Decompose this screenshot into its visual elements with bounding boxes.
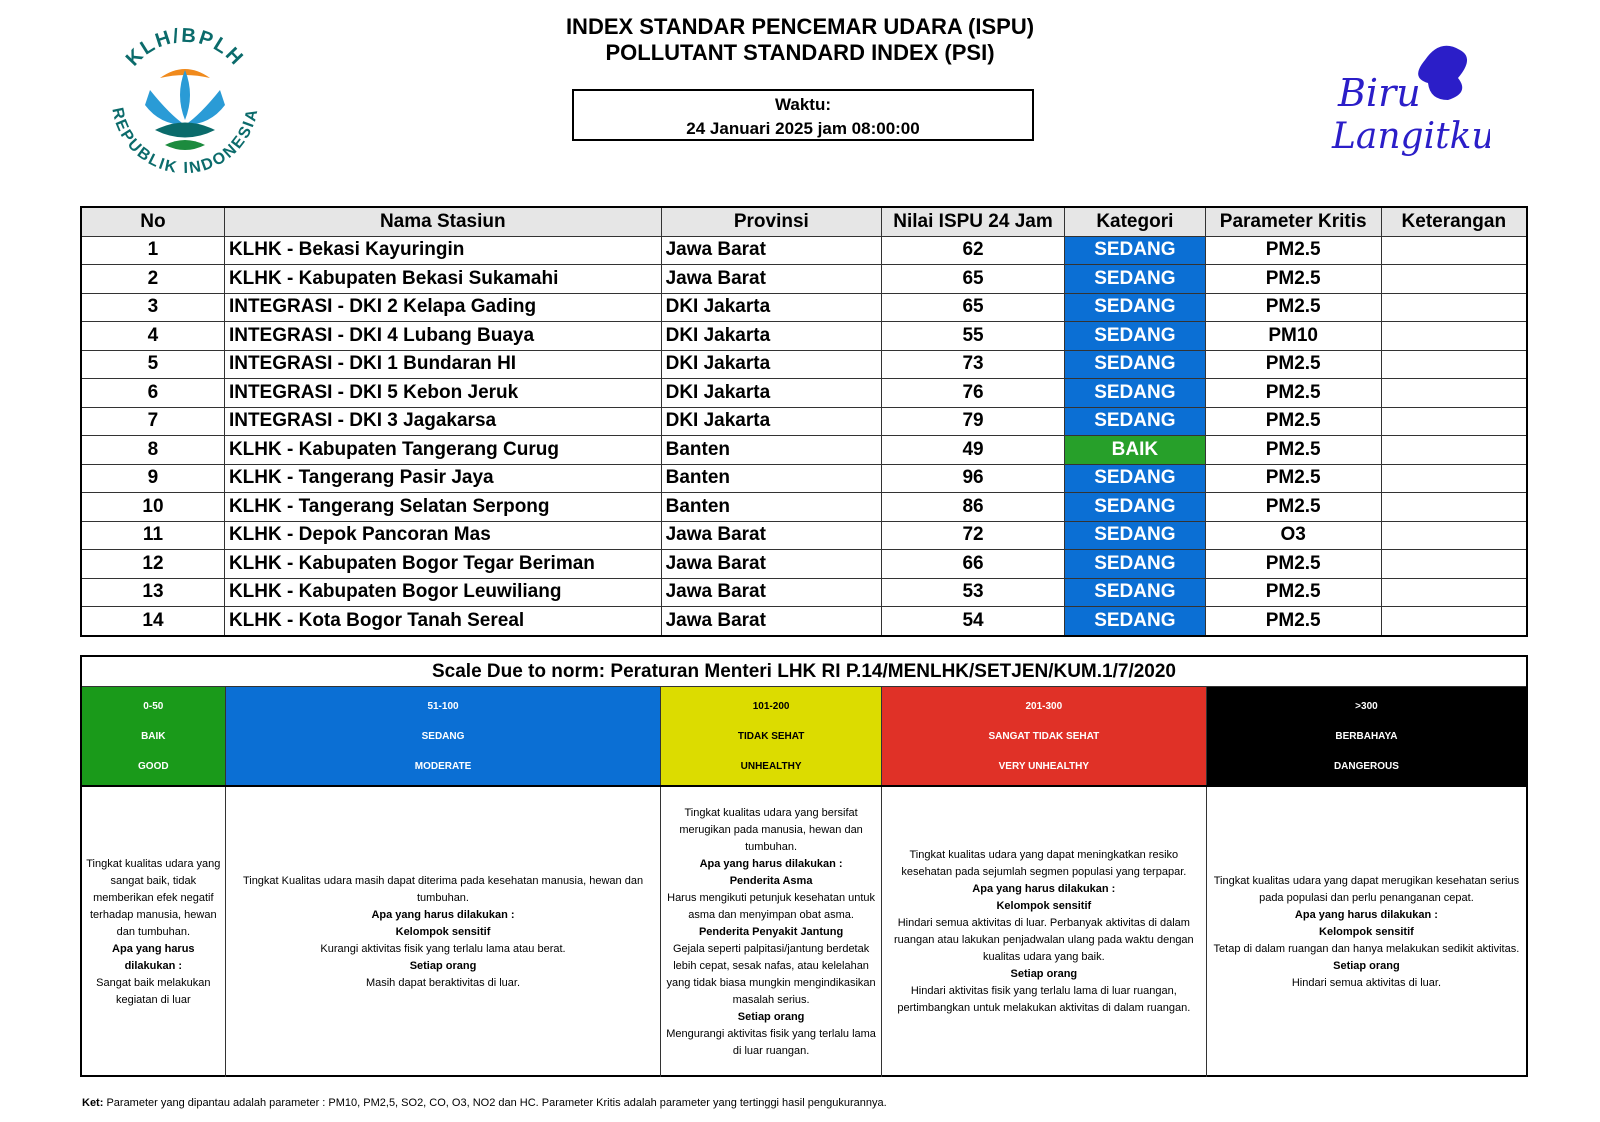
cell-keterangan — [1381, 265, 1527, 294]
scale-band — [82, 687, 226, 785]
cell-kategori: SEDANG — [1064, 578, 1205, 607]
table-row — [81, 578, 1527, 607]
cell-no: 14 — [81, 607, 224, 636]
cell-kategori: SEDANG — [1064, 236, 1205, 265]
cell-nilai-ispu: 55 — [882, 322, 1065, 351]
description-line: Apa yang harus dilakukan : — [699, 857, 843, 870]
cell-provinsi: DKI Jakarta — [661, 379, 881, 408]
col-header: Kategori — [1064, 207, 1205, 236]
page-title — [500, 14, 1100, 66]
cell-kategori: SEDANG — [1064, 607, 1205, 636]
scale-band-en: VERY UNHEALTHY — [998, 760, 1090, 772]
table-header-row — [81, 207, 1527, 236]
cell-nama-stasiun: KLHK - Bekasi Kayuringin — [224, 236, 661, 265]
cell-no: 9 — [81, 464, 224, 493]
cell-keterangan — [1381, 521, 1527, 550]
table-row — [81, 265, 1527, 294]
table-row — [81, 550, 1527, 579]
cell-nilai-ispu: 86 — [882, 493, 1065, 522]
cell-no: 13 — [81, 578, 224, 607]
title-line-1: INDEX STANDAR PENCEMAR UDARA (ISPU) — [565, 14, 1035, 39]
cell-no: 2 — [81, 265, 224, 294]
cell-provinsi: Jawa Barat — [661, 236, 881, 265]
description-line: Tingkat kualitas udara yang dapat meningkatkan resiko kesehatan pada sejumlah segmen populasi yang terpapar. — [901, 849, 1187, 878]
cell-nilai-ispu: 76 — [882, 379, 1065, 408]
cell-parameter-kritis: PM2.5 — [1205, 379, 1381, 408]
cell-parameter-kritis: PM2.5 — [1205, 493, 1381, 522]
scale-description — [1207, 787, 1526, 1077]
cell-keterangan — [1381, 436, 1527, 465]
cell-nama-stasiun: INTEGRASI - DKI 3 Jagakarsa — [224, 407, 661, 436]
scale-description — [661, 787, 881, 1077]
scale-descriptions — [82, 785, 1526, 1077]
scale-band — [226, 687, 662, 785]
logo-text-bottom: REPUBLIK INDONESIA — [108, 106, 262, 178]
cell-parameter-kritis: PM2.5 — [1205, 407, 1381, 436]
footer-note — [82, 1097, 887, 1109]
logo-text-top: KLH/BPLH — [121, 24, 249, 71]
scale-band-range: 101-200 — [752, 700, 790, 712]
cell-kategori: SEDANG — [1064, 350, 1205, 379]
cell-nama-stasiun: KLHK - Tangerang Selatan Serpong — [224, 493, 661, 522]
cell-no: 10 — [81, 493, 224, 522]
table-row — [81, 379, 1527, 408]
cell-provinsi: Banten — [661, 493, 881, 522]
cell-kategori: SEDANG — [1064, 379, 1205, 408]
table-row — [81, 236, 1527, 265]
cell-provinsi: DKI Jakarta — [661, 293, 881, 322]
description-line: Mengurangi aktivitas fisik yang terlalu lama di luar ruangan. — [666, 1027, 876, 1057]
klh-bplh-logo — [100, 20, 270, 190]
cell-keterangan — [1381, 407, 1527, 436]
cell-keterangan — [1381, 350, 1527, 379]
col-header: No — [81, 207, 224, 236]
scale-description — [82, 787, 226, 1077]
cell-kategori: SEDANG — [1064, 407, 1205, 436]
description-line: Penderita Asma — [729, 874, 813, 887]
cell-parameter-kritis: PM2.5 — [1205, 436, 1381, 465]
waktu-label: Waktu: — [774, 95, 832, 114]
scale-band-en: UNHEALTHY — [740, 760, 802, 772]
cell-keterangan — [1381, 493, 1527, 522]
description-line: Gejala seperti palpitasi/jantung berdetak lebih cepat, sesak nafas, atau kelelahan yang tidak biasa mungkin mengindikasikan masalah serius. — [666, 942, 876, 1006]
cell-nama-stasiun: KLHK - Depok Pancoran Mas — [224, 521, 661, 550]
cell-provinsi: Jawa Barat — [661, 550, 881, 579]
scale-band-range: 51-100 — [427, 700, 459, 712]
cell-no: 3 — [81, 293, 224, 322]
logo-word-biru: Biru — [1338, 71, 1421, 115]
description-line: Setiap orang — [1333, 959, 1400, 972]
scale-panel — [80, 655, 1528, 1077]
cell-kategori: BAIK — [1064, 436, 1205, 465]
cell-keterangan — [1381, 550, 1527, 579]
cell-parameter-kritis: PM2.5 — [1205, 293, 1381, 322]
cell-parameter-kritis: PM2.5 — [1205, 350, 1381, 379]
scale-band-range: 0-50 — [143, 700, 164, 712]
table-row — [81, 350, 1527, 379]
cell-kategori: SEDANG — [1064, 521, 1205, 550]
table-row — [81, 407, 1527, 436]
cell-no: 7 — [81, 407, 224, 436]
cell-parameter-kritis: PM2.5 — [1205, 550, 1381, 579]
description-line: Hindari semua aktivitas di luar. Perbanyak aktivitas di dalam ruangan atau lakukan penjadwalan ulang pada waktu dengan kualitas udara yang baik. — [893, 917, 1194, 963]
col-header: Provinsi — [661, 207, 881, 236]
cell-nilai-ispu: 66 — [882, 550, 1065, 579]
description-line: Hindari semua aktivitas di luar. — [1291, 976, 1442, 989]
cell-nilai-ispu: 62 — [882, 236, 1065, 265]
scale-band-en: GOOD — [138, 760, 169, 772]
cell-nama-stasiun: INTEGRASI - DKI 4 Lubang Buaya — [224, 322, 661, 351]
cell-parameter-kritis: PM2.5 — [1205, 265, 1381, 294]
description-line: Setiap orang — [409, 959, 477, 972]
scale-band — [661, 687, 881, 785]
col-header: Nama Stasiun — [224, 207, 661, 236]
footer-label: Ket: — [82, 1097, 104, 1109]
cell-no: 11 — [81, 521, 224, 550]
cell-no: 12 — [81, 550, 224, 579]
cell-nama-stasiun: KLHK - Kabupaten Bogor Leuwiliang — [224, 578, 661, 607]
cell-nilai-ispu: 49 — [882, 436, 1065, 465]
cell-nilai-ispu: 65 — [882, 265, 1065, 294]
cell-nilai-ispu: 65 — [882, 293, 1065, 322]
scale-band-id: TIDAK SEHAT — [737, 730, 805, 742]
cell-parameter-kritis: O3 — [1205, 521, 1381, 550]
waktu-box — [572, 89, 1034, 141]
cell-nilai-ispu: 53 — [882, 578, 1065, 607]
cell-nama-stasiun: INTEGRASI - DKI 1 Bundaran HI — [224, 350, 661, 379]
description-line: Tetap di dalam ruangan dan hanya melakukan sedikit aktivitas. — [1213, 942, 1520, 955]
description-line: Apa yang harus dilakukan : — [371, 908, 515, 921]
col-header: Keterangan — [1381, 207, 1527, 236]
footer-text: Parameter yang dipantau adalah parameter : PM10, PM2,5, SO2, CO, O3, NO2 dan HC. Parameter Kritis adalah parameter yang tertinggi hasil pengukurannya. — [103, 1097, 887, 1109]
scale-band-id: BERBAHAYA — [1335, 730, 1398, 742]
cell-nilai-ispu: 73 — [882, 350, 1065, 379]
ispu-table — [80, 206, 1528, 637]
cell-provinsi: DKI Jakarta — [661, 322, 881, 351]
cell-parameter-kritis: PM2.5 — [1205, 464, 1381, 493]
cell-kategori: SEDANG — [1064, 464, 1205, 493]
cell-kategori: SEDANG — [1064, 493, 1205, 522]
description-line: Tingkat kualitas udara yang bersifat merugikan pada manusia, hewan dan tumbuhan. — [679, 806, 863, 853]
cell-nama-stasiun: KLHK - Kabupaten Bekasi Sukamahi — [224, 265, 661, 294]
col-header: Parameter Kritis — [1205, 207, 1381, 236]
description-line: Kelompok sensitif — [395, 925, 491, 938]
title-line-2: POLLUTANT STANDARD INDEX (PSI) — [605, 40, 995, 65]
cell-nama-stasiun: KLHK - Kota Bogor Tanah Sereal — [224, 607, 661, 636]
scale-description — [226, 787, 662, 1077]
cell-keterangan — [1381, 322, 1527, 351]
table-row — [81, 521, 1527, 550]
table-row — [81, 436, 1527, 465]
scale-description — [882, 787, 1207, 1077]
cell-no: 1 — [81, 236, 224, 265]
cell-provinsi: DKI Jakarta — [661, 350, 881, 379]
description-line: Tingkat kualitas udara yang sangat baik, tidak memberikan efek negatif terhadap manusia, hewan dan tumbuhan. — [86, 857, 221, 938]
cell-kategori: SEDANG — [1064, 550, 1205, 579]
description-line: Apa yang harus dilakukan : — [112, 942, 195, 972]
cell-provinsi: Banten — [661, 464, 881, 493]
cell-nilai-ispu: 96 — [882, 464, 1065, 493]
cell-provinsi: Jawa Barat — [661, 265, 881, 294]
cell-no: 6 — [81, 379, 224, 408]
cell-kategori: SEDANG — [1064, 322, 1205, 351]
scale-band-id: SEDANG — [421, 730, 465, 742]
table-row — [81, 293, 1527, 322]
cell-keterangan — [1381, 464, 1527, 493]
scale-band-en: MODERATE — [414, 760, 472, 772]
scale-band-range: 201-300 — [1025, 700, 1063, 712]
scale-band-range: >300 — [1355, 700, 1378, 712]
description-line: Apa yang harus dilakukan : — [972, 883, 1116, 895]
waktu-value: 24 Januari 2025 jam 08:00:00 — [686, 119, 920, 138]
cell-nilai-ispu: 72 — [882, 521, 1065, 550]
scale-title: Scale Due to norm: Peraturan Menteri LHK RI P.14/MENLHK/SETJEN/KUM.1/7/2020 — [82, 657, 1526, 687]
cell-nama-stasiun: KLHK - Kabupaten Bogor Tegar Beriman — [224, 550, 661, 579]
table-row — [81, 464, 1527, 493]
cell-nama-stasiun: KLHK - Kabupaten Tangerang Curug — [224, 436, 661, 465]
cell-no: 5 — [81, 350, 224, 379]
cell-no: 4 — [81, 322, 224, 351]
scale-band-en: DANGEROUS — [1333, 760, 1399, 772]
svg-text:KLH/BPLH — [122, 25, 248, 71]
description-line: Tingkat Kualitas udara masih dapat diterima pada kesehatan manusia, hewan dan tumbuhan. — [242, 874, 644, 904]
cell-provinsi: DKI Jakarta — [661, 407, 881, 436]
scale-band — [882, 687, 1207, 785]
cell-nama-stasiun: INTEGRASI - DKI 2 Kelapa Gading — [224, 293, 661, 322]
table-row — [81, 607, 1527, 636]
col-header: Nilai ISPU 24 Jam — [882, 207, 1065, 236]
cell-keterangan — [1381, 293, 1527, 322]
cell-provinsi: Jawa Barat — [661, 578, 881, 607]
biru-langitku-logo — [1330, 38, 1490, 163]
cell-parameter-kritis: PM2.5 — [1205, 607, 1381, 636]
cell-provinsi: Jawa Barat — [661, 607, 881, 636]
description-line: Hindari aktivitas fisik yang terlalu lama di luar ruangan, pertimbangkan untuk melakukan aktivitas di dalam ruangan. — [897, 985, 1191, 1014]
description-line: Masih dapat beraktivitas di luar. — [365, 976, 521, 989]
description-line: Penderita Penyakit Jantung — [698, 925, 844, 938]
cell-keterangan — [1381, 607, 1527, 636]
cell-provinsi: Jawa Barat — [661, 521, 881, 550]
cell-nilai-ispu: 54 — [882, 607, 1065, 636]
description-line: Kelompok sensitif — [996, 900, 1092, 912]
scale-band — [1207, 687, 1526, 785]
description-line: Kurangi aktivitas fisik yang terlalu lama atau berat. — [320, 942, 566, 955]
description-line: Apa yang harus dilakukan : — [1294, 908, 1438, 921]
cell-parameter-kritis: PM10 — [1205, 322, 1381, 351]
cell-provinsi: Banten — [661, 436, 881, 465]
scale-bands — [82, 687, 1526, 785]
cell-keterangan — [1381, 236, 1527, 265]
table-row — [81, 493, 1527, 522]
logo-word-langitku: Langitku — [1332, 116, 1490, 157]
cell-keterangan — [1381, 578, 1527, 607]
description-line: Harus mengikuti petunjuk kesehatan untuk asma dan menyimpan obat asma. — [667, 891, 876, 921]
cell-nama-stasiun: KLHK - Tangerang Pasir Jaya — [224, 464, 661, 493]
description-line: Setiap orang — [737, 1010, 805, 1023]
cell-no: 8 — [81, 436, 224, 465]
table-row — [81, 322, 1527, 351]
scale-band-id: SANGAT TIDAK SEHAT — [988, 730, 1100, 742]
cell-keterangan — [1381, 379, 1527, 408]
description-line: Sangat baik melakukan kegiatan di luar — [96, 976, 211, 1006]
cell-kategori: SEDANG — [1064, 265, 1205, 294]
description-line: Tingkat kualitas udara yang dapat merugikan kesehatan serius pada populasi dan perlu penanganan cepat. — [1213, 874, 1520, 904]
cell-kategori: SEDANG — [1064, 293, 1205, 322]
description-line: Setiap orang — [1010, 968, 1078, 980]
scale-band-id: BAIK — [141, 730, 166, 742]
cell-parameter-kritis: PM2.5 — [1205, 236, 1381, 265]
cell-nilai-ispu: 79 — [882, 407, 1065, 436]
cell-nama-stasiun: INTEGRASI - DKI 5 Kebon Jeruk — [224, 379, 661, 408]
description-line: Kelompok sensitif — [1319, 925, 1414, 938]
cell-parameter-kritis: PM2.5 — [1205, 578, 1381, 607]
